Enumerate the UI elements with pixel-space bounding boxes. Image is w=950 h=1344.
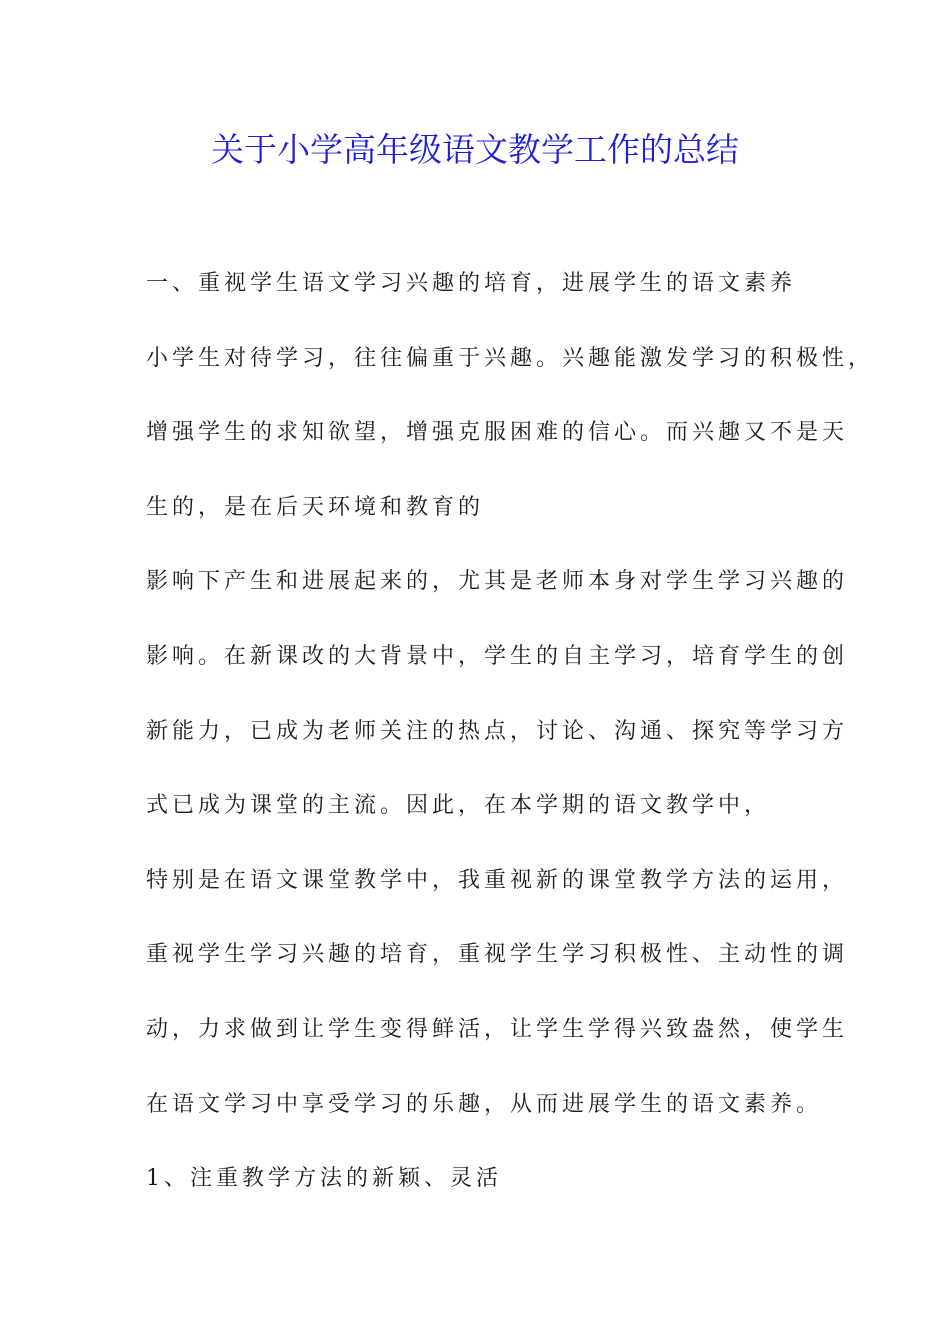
paragraph-line: 特别是在语文课堂教学中，我重视新的课堂教学方法的运用， <box>146 867 849 893</box>
section-heading: 一、重视学生语文学习兴趣的培育，进展学生的语文素养 <box>146 271 797 296</box>
paragraph-line: 式已成为课堂的主流。因此，在本学期的语文教学中， <box>146 793 771 819</box>
document-body <box>146 264 875 1234</box>
paragraph-line: 新能力，已成为老师关注的热点，讨论、沟通、探究等学习方 <box>146 718 849 744</box>
paragraph-line: 生的，是在后天环境和教育的 <box>146 494 485 520</box>
paragraph-line: 动，力求做到让学生变得鲜活，让学生学得兴致盎然，使学生 <box>146 1016 849 1042</box>
paragraph-line: 增强学生的求知欲望，增强克服困难的信心。而兴趣又不是天 <box>146 420 849 446</box>
paragraph-line: 影响。在新课改的大背景中，学生的自主学习，培育学生的创 <box>146 643 849 669</box>
subsection-heading: 1、注重教学方法的新颖、灵活 <box>146 1166 502 1192</box>
paragraph-line: 重视学生学习兴趣的培育，重视学生学习积极性、主动性的调 <box>146 942 849 968</box>
paragraph-line: 影响下产生和进展起来的，尤其是老师本身对学生学习兴趣的 <box>146 569 849 595</box>
document-title: 关于小学高年级语文教学工作的总结 <box>211 130 739 169</box>
paragraph-line: 小学生对待学习，往往偏重于兴趣。兴趣能激发学习的积极性， <box>146 345 875 371</box>
paragraph-line: 在语文学习中享受学习的乐趣，从而进展学生的语文素养。 <box>146 1091 823 1117</box>
